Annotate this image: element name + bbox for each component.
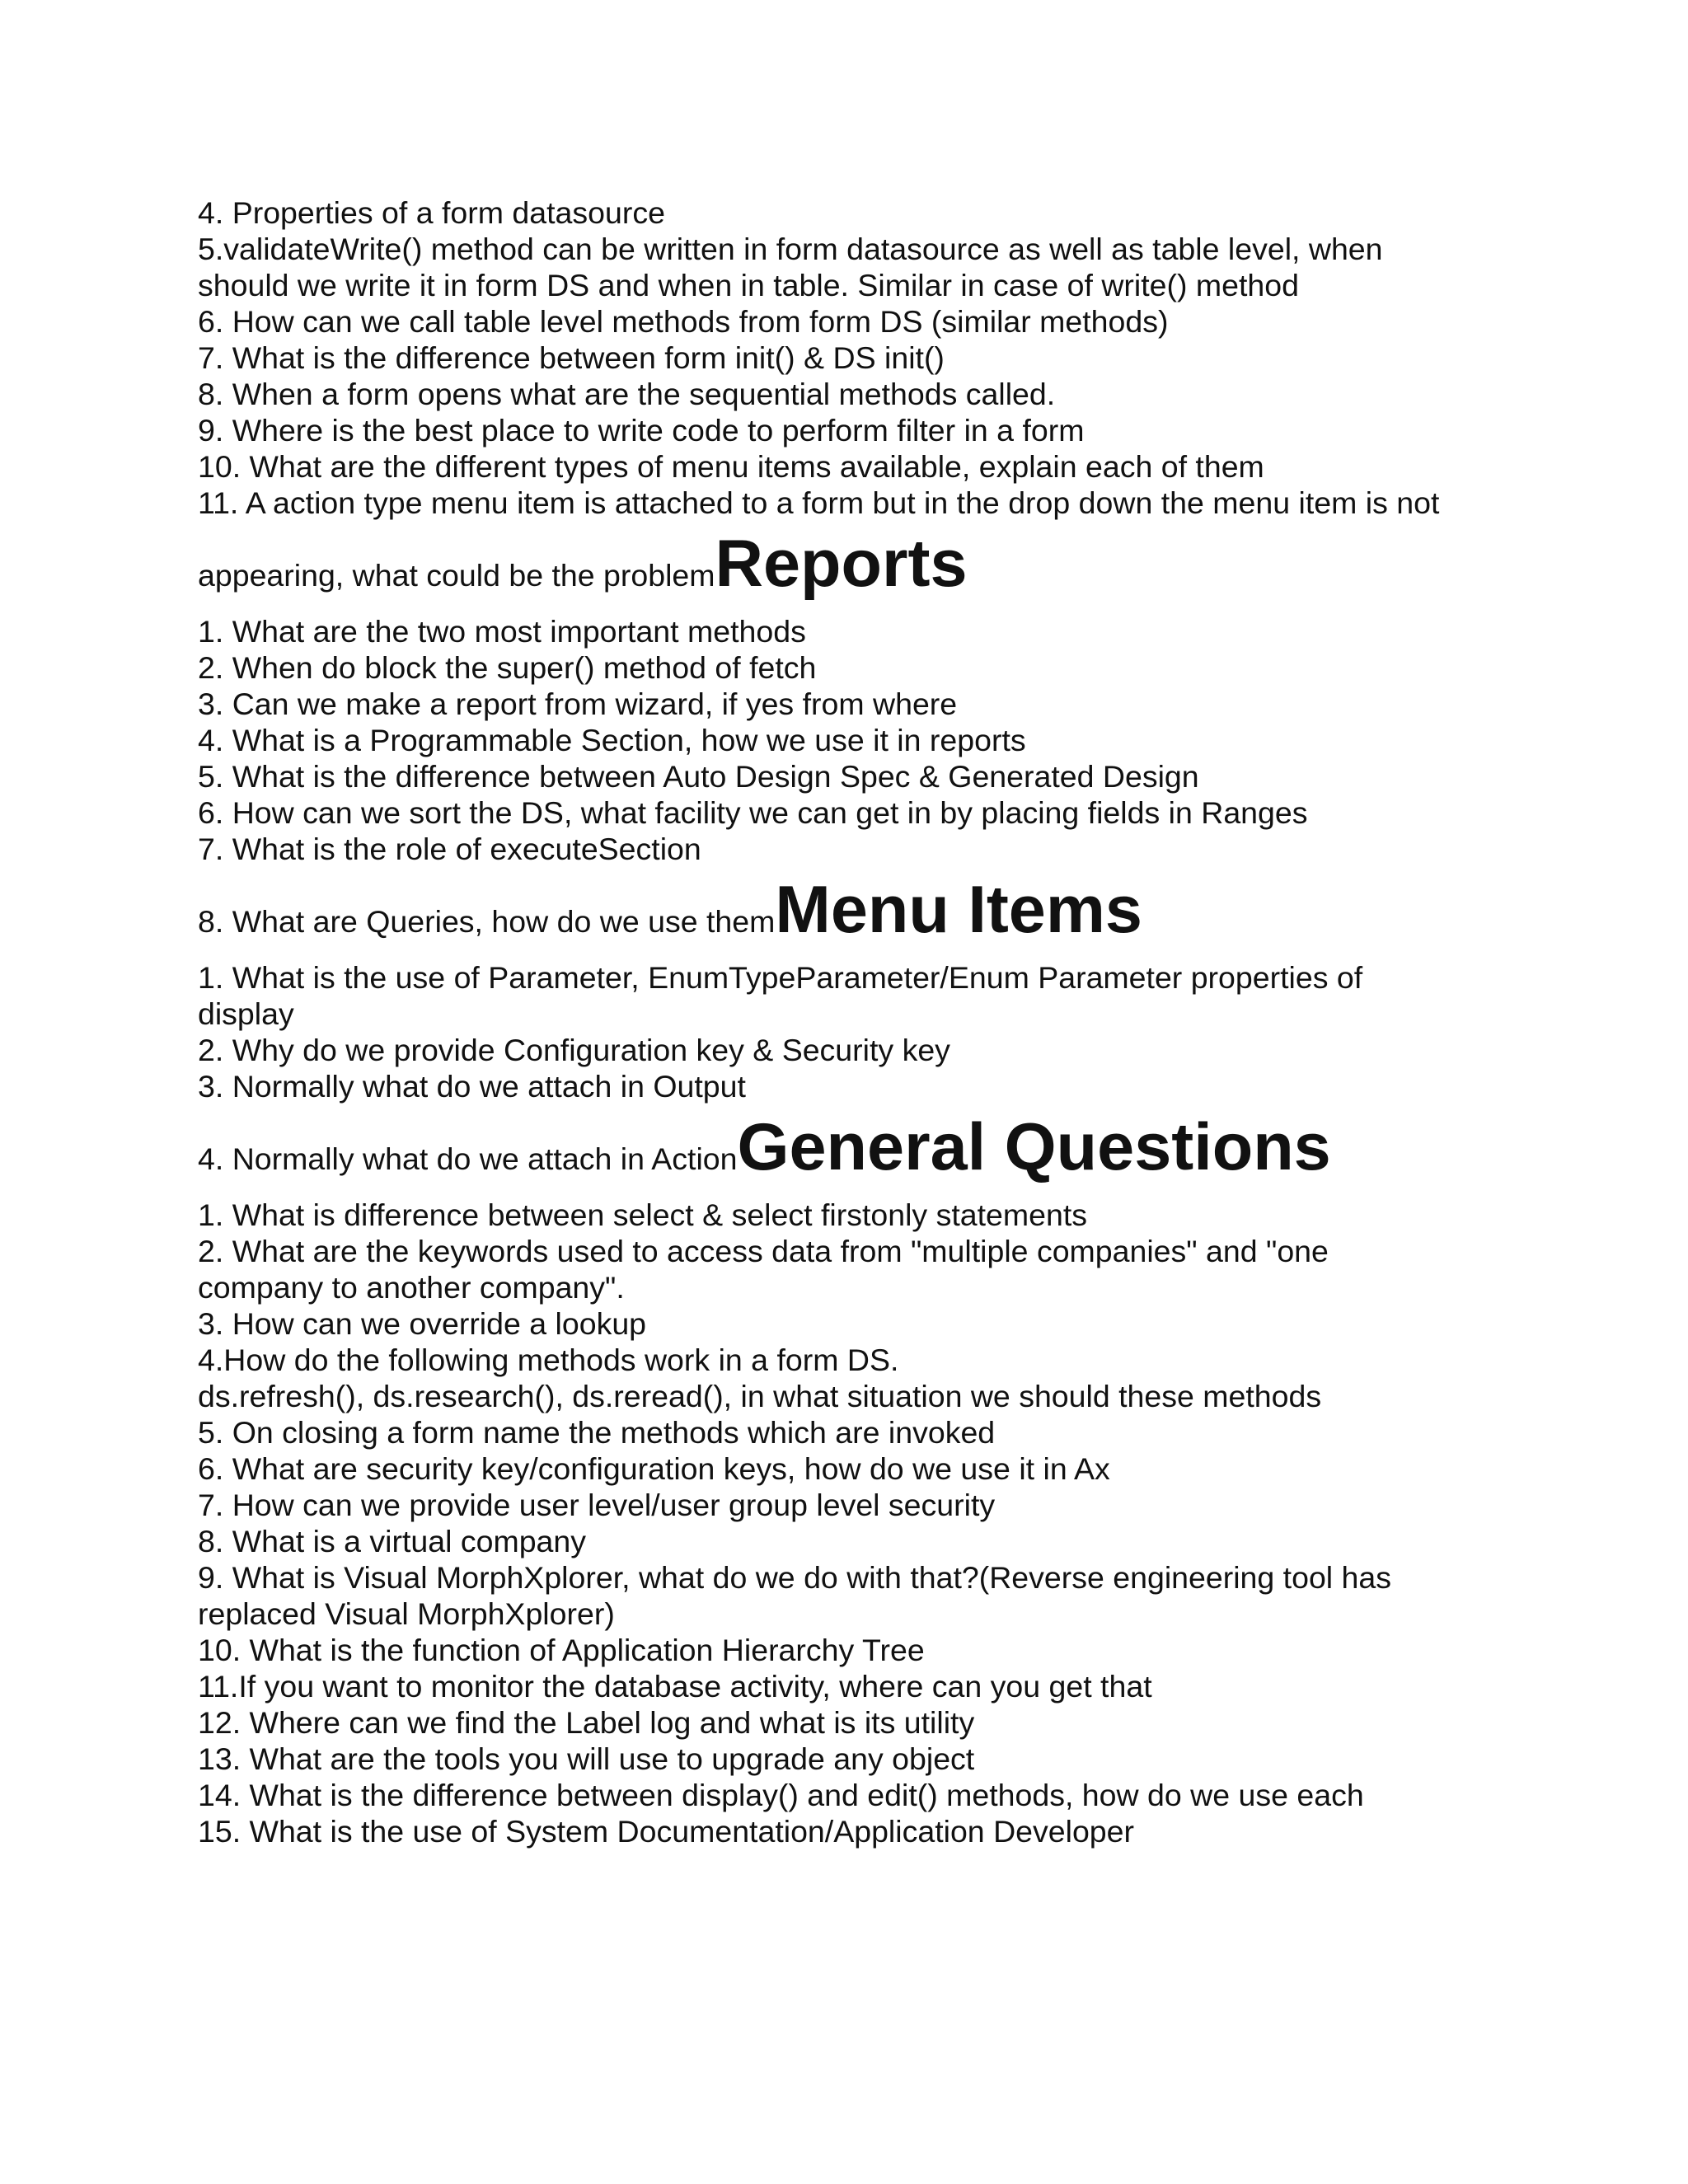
- question-line: ds.refresh(), ds.research(), ds.reread(), in what situation we should these methods: [198, 1379, 1322, 1413]
- question-line: 5.validateWrite() method can be written in form datasource as well as table level, when: [198, 232, 1383, 266]
- question-line: 2. What are the keywords used to access data from "multiple companies" and "one: [198, 1234, 1329, 1268]
- section-heading-reports: Reports: [715, 527, 968, 601]
- question-line: 4. Normally what do we attach in Action: [198, 1141, 738, 1176]
- question-line: 12. Where can we find the Label log and what is its utility: [198, 1705, 975, 1740]
- question-line: replaced Visual MorphXplorer): [198, 1596, 615, 1631]
- question-line: 8. What are Queries, how do we use them: [198, 904, 776, 939]
- question-line: 7. What is the difference between form init() & DS init(): [198, 340, 945, 375]
- question-line: 6. What are security key/configuration keys, how do we use it in Ax: [198, 1451, 1110, 1486]
- question-line: appearing, what could be the problem: [198, 558, 715, 593]
- question-line: 3. How can we override a lookup: [198, 1306, 647, 1341]
- menu-items-heading-line: [198, 867, 1533, 959]
- question-line: 14. What is the difference between display() and edit() methods, how do we use each: [198, 1778, 1364, 1812]
- question-line: 15. What is the use of System Documentation/Application Developer: [198, 1814, 1135, 1849]
- document-page: [198, 194, 1533, 1849]
- question-line: 4.How do the following methods work in a form DS.: [198, 1343, 899, 1377]
- question-line: 1. What is the use of Parameter, EnumTypeParameter/Enum Parameter properties of: [198, 960, 1363, 995]
- general-questions-list: [198, 1197, 1533, 1849]
- question-line: should we write it in form DS and when in table. Similar in case of write() method: [198, 268, 1299, 302]
- question-line: 6. How can we call table level methods from form DS (similar methods): [198, 304, 1169, 339]
- question-line: 8. When a form opens what are the sequential methods called.: [198, 377, 1056, 411]
- question-line: company to another company".: [198, 1270, 625, 1305]
- question-line: 8. What is a virtual company: [198, 1524, 587, 1558]
- question-line: 11.If you want to monitor the database activity, where can you get that: [198, 1669, 1152, 1704]
- question-line: 3. Normally what do we attach in Output: [198, 1069, 746, 1104]
- question-line: 5. On closing a form name the methods which are invoked: [198, 1415, 996, 1450]
- question-line: 1. What are the two most important methods: [198, 614, 806, 649]
- section-heading-general-questions: General Questions: [737, 1110, 1331, 1184]
- question-line: 4. What is a Programmable Section, how we use it in reports: [198, 723, 1026, 757]
- question-line: 3. Can we make a report from wizard, if yes from where: [198, 687, 958, 721]
- reports-heading-line: [198, 521, 1533, 613]
- question-line: 10. What are the different types of menu items available, explain each of them: [198, 449, 1264, 484]
- question-line: 10. What is the function of Application Hierarchy Tree: [198, 1633, 925, 1667]
- forms-question-list: [198, 194, 1533, 521]
- question-line: 11. A action type menu item is attached to a form but in the drop down the menu item is not: [198, 485, 1440, 520]
- question-line: 2. When do block the super() method of fetch: [198, 650, 817, 685]
- question-line: 9. What is Visual MorphXplorer, what do we do with that?(Reverse engineering tool has: [198, 1560, 1392, 1595]
- question-line: 4. Properties of a form datasource: [198, 195, 665, 230]
- question-line: 6. How can we sort the DS, what facility we can get in by placing fields in Ranges: [198, 795, 1308, 830]
- question-line: display: [198, 996, 294, 1031]
- question-line: 13. What are the tools you will use to upgrade any object: [198, 1741, 975, 1776]
- reports-question-list: [198, 613, 1533, 867]
- question-line: 5. What is the difference between Auto Design Spec & Generated Design: [198, 759, 1199, 794]
- question-line: 7. How can we provide user level/user group level security: [198, 1488, 996, 1522]
- general-questions-heading-line: [198, 1104, 1533, 1197]
- menu-items-question-list: [198, 959, 1533, 1104]
- question-line: 7. What is the role of executeSection: [198, 832, 701, 866]
- question-line: 1. What is difference between select & select firstonly statements: [198, 1197, 1087, 1232]
- section-heading-menu-items: Menu Items: [775, 873, 1142, 947]
- question-line: 9. Where is the best place to write code to perform filter in a form: [198, 413, 1085, 448]
- question-line: 2. Why do we provide Configuration key & Security key: [198, 1033, 950, 1067]
